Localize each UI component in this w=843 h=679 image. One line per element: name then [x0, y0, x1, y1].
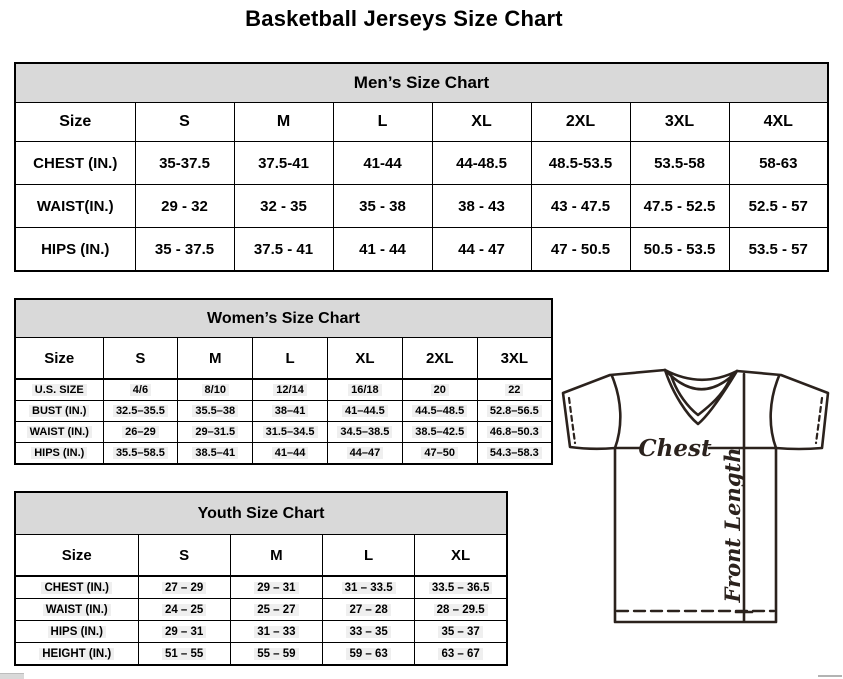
- row-label: HEIGHT (IN.): [39, 648, 114, 660]
- column-header: Size: [15, 338, 103, 380]
- jersey-outline: [563, 370, 828, 622]
- cell-value: 24 – 25: [162, 604, 206, 616]
- cell-value: 47–50: [421, 447, 458, 459]
- cell-value: 35 - 38: [359, 197, 406, 215]
- cell-value: 32.5–35.5: [113, 405, 168, 417]
- column-header: XL: [415, 535, 507, 577]
- table-row: [15, 401, 552, 422]
- cuff-dashed-right: [816, 398, 822, 443]
- column-header: M: [234, 103, 333, 142]
- cell-value: 35-37.5: [159, 154, 210, 172]
- cell-value: 41–44.5: [342, 405, 388, 417]
- table-row: [15, 599, 507, 621]
- column-header: L: [323, 535, 415, 577]
- cell-value: 59 – 63: [346, 648, 390, 660]
- table-row: [15, 443, 552, 465]
- column-header: 2XL: [531, 103, 630, 142]
- table-row: [15, 379, 552, 401]
- page-artifact-left: [0, 673, 24, 679]
- row-label: BUST (IN.): [29, 405, 89, 417]
- cell-value: 31.5–34.5: [263, 426, 318, 438]
- page-artifact-right: [818, 675, 842, 677]
- youth-table-title: Youth Size Chart: [15, 492, 507, 535]
- cell-value: 50.5 - 53.5: [643, 240, 716, 258]
- row-label: WAIST(IN.): [36, 197, 114, 215]
- cell-value: 31 – 33: [254, 626, 298, 638]
- cell-value: 25 – 27: [254, 604, 298, 616]
- cell-value: 55 – 59: [254, 648, 298, 660]
- chest-label: Chest: [638, 435, 712, 462]
- column-header: M: [178, 338, 253, 380]
- cell-value: 47 - 50.5: [550, 240, 611, 258]
- armhole-seam-right: [771, 376, 779, 448]
- column-header-row: [15, 338, 552, 380]
- front-length-label: Front Length: [720, 447, 745, 603]
- cell-value: 35.5–38: [192, 405, 238, 417]
- column-header: S: [135, 103, 234, 142]
- column-header: Size: [15, 103, 135, 142]
- table-row: [15, 422, 552, 443]
- cell-value: 35 – 37: [438, 626, 482, 638]
- cell-value: 27 – 28: [346, 604, 390, 616]
- cell-value: 47.5 - 52.5: [643, 197, 716, 215]
- cell-value: 63 – 67: [438, 648, 482, 660]
- table-row: [15, 185, 828, 228]
- column-header: 2XL: [402, 338, 477, 380]
- cell-value: 29 – 31: [254, 582, 298, 594]
- womens-table-title: Women’s Size Chart: [15, 299, 552, 338]
- cell-value: 58-63: [759, 154, 798, 172]
- cell-value: 53.5 - 57: [748, 240, 808, 258]
- womens-size-table: [14, 298, 553, 465]
- cell-value: 51 – 55: [162, 648, 206, 660]
- cell-value: 38–41: [272, 405, 309, 417]
- cell-value: 54.3–58.3: [487, 447, 542, 459]
- cell-value: 52.5 - 57: [748, 197, 808, 215]
- cell-value: 44 - 47: [458, 240, 505, 258]
- row-label: U.S. SIZE: [32, 384, 87, 396]
- column-header: XL: [327, 338, 402, 380]
- cell-value: 41-44: [363, 154, 402, 172]
- cell-value: 43 - 47.5: [550, 197, 611, 215]
- cell-value: 4/6: [130, 384, 151, 396]
- row-label: WAIST (IN.): [43, 604, 111, 616]
- cell-value: 12/14: [273, 384, 307, 396]
- row-label: WAIST (IN.): [27, 426, 92, 438]
- cell-value: 37.5-41: [258, 154, 309, 172]
- cell-value: 20: [431, 384, 449, 396]
- cell-value: 35 - 37.5: [154, 240, 215, 258]
- mens-table-title: Men’s Size Chart: [15, 63, 828, 103]
- column-header: S: [103, 338, 178, 380]
- cell-value: 35.5–58.5: [113, 447, 168, 459]
- armhole-seam-left: [612, 376, 620, 448]
- row-label: CHEST (IN.): [41, 582, 112, 594]
- column-header: Size: [15, 535, 138, 577]
- cell-value: 44–47: [347, 447, 384, 459]
- table-row: [15, 576, 507, 599]
- column-header-row: [15, 103, 828, 142]
- column-header: 3XL: [477, 338, 552, 380]
- cell-value: 27 – 29: [162, 582, 206, 594]
- column-header: L: [253, 338, 328, 380]
- cell-value: 26–29: [122, 426, 159, 438]
- cell-value: 33 – 35: [346, 626, 390, 638]
- column-header: S: [138, 535, 230, 577]
- cell-value: 29 - 32: [161, 197, 208, 215]
- cell-value: 8/10: [202, 384, 229, 396]
- cell-value: 28 – 29.5: [434, 604, 488, 616]
- cell-value: 38.5–42.5: [412, 426, 467, 438]
- cell-value: 29–31.5: [192, 426, 238, 438]
- cell-value: 38.5–41: [192, 447, 238, 459]
- cell-value: 38 - 43: [458, 197, 505, 215]
- cell-value: 32 - 35: [260, 197, 307, 215]
- row-label: HIPS (IN.): [31, 447, 87, 459]
- cell-value: 34.5–38.5: [337, 426, 392, 438]
- column-header: L: [333, 103, 432, 142]
- column-header: 4XL: [729, 103, 828, 142]
- cell-value: 48.5-53.5: [548, 154, 613, 172]
- column-header: XL: [432, 103, 531, 142]
- cell-value: 53.5-58: [654, 154, 705, 172]
- page-title: Basketball Jerseys Size Chart: [245, 6, 563, 31]
- cell-value: 31 – 33.5: [342, 582, 396, 594]
- cell-value: 44.5–48.5: [412, 405, 467, 417]
- cell-value: 41 - 44: [359, 240, 406, 258]
- mens-size-table: [14, 62, 829, 272]
- cell-value: 52.8–56.5: [487, 405, 542, 417]
- row-label: CHEST (IN.): [33, 154, 118, 172]
- cell-value: 37.5 - 41: [253, 240, 314, 258]
- cell-value: 44-48.5: [456, 154, 507, 172]
- table-row: [15, 228, 828, 272]
- row-label: HIPS (IN.): [48, 626, 106, 638]
- column-header: 3XL: [630, 103, 729, 142]
- column-header: M: [230, 535, 322, 577]
- youth-size-table: [14, 491, 508, 666]
- cell-value: 16/18: [348, 384, 382, 396]
- cell-value: 46.8–50.3: [487, 426, 542, 438]
- cell-value: 22: [505, 384, 523, 396]
- table-row: [15, 142, 828, 185]
- row-label: HIPS (IN.): [41, 240, 110, 258]
- table-row: [15, 643, 507, 666]
- jersey-measurement-diagram: [556, 358, 843, 634]
- cell-value: 41–44: [272, 447, 309, 459]
- cell-value: 29 – 31: [162, 626, 206, 638]
- table-row: [15, 621, 507, 643]
- cell-value: 33.5 – 36.5: [429, 582, 493, 594]
- column-header-row: [15, 535, 507, 577]
